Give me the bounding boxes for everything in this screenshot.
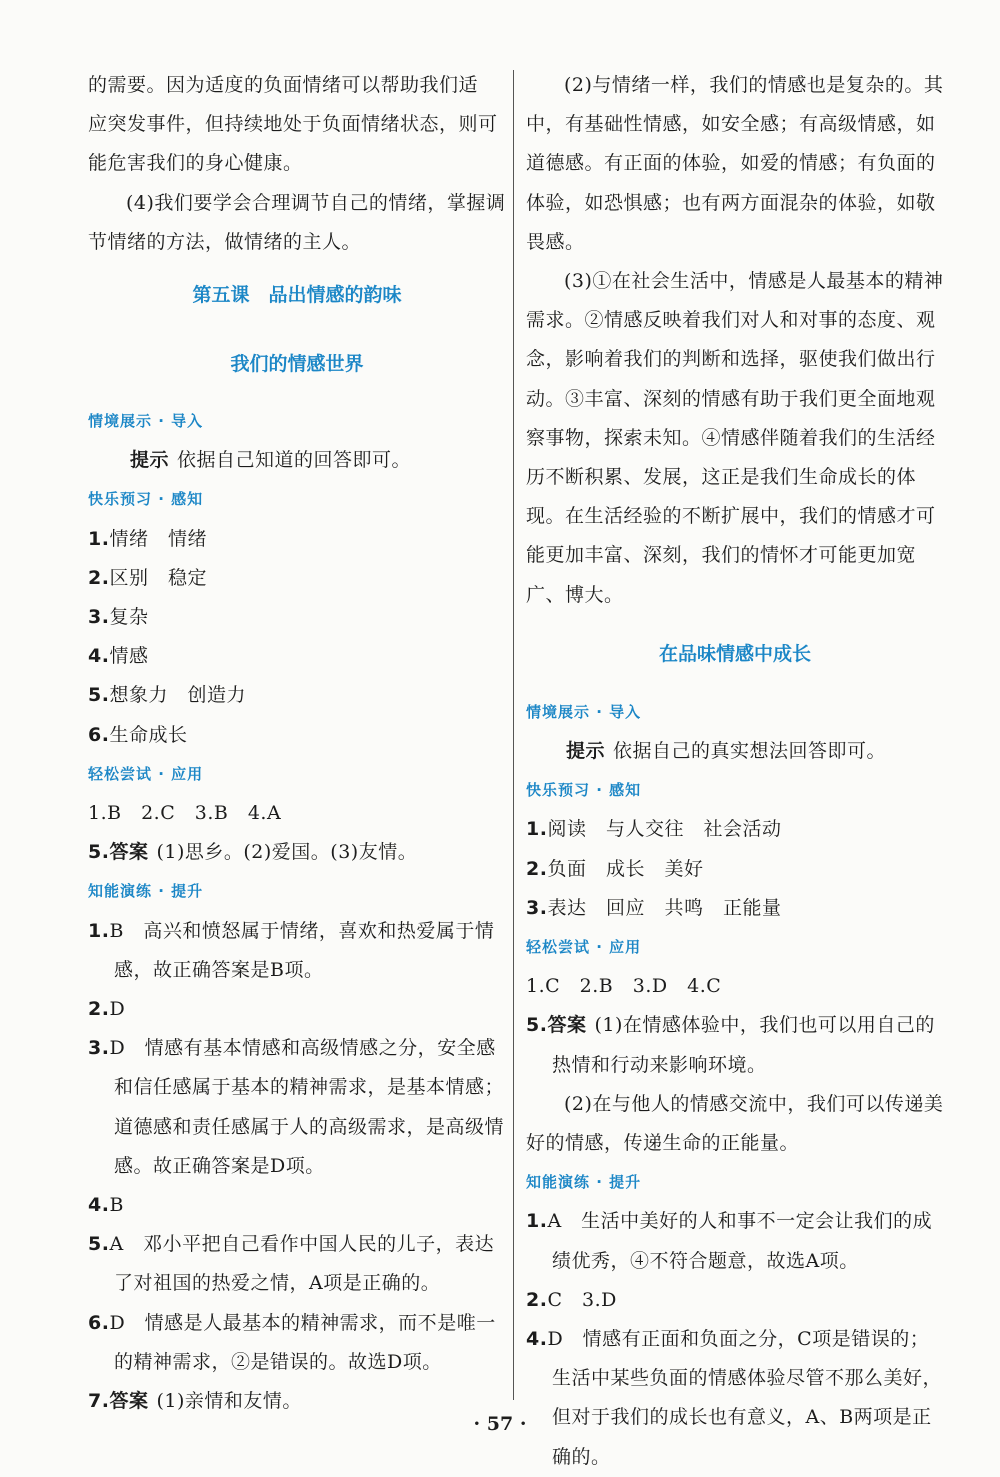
choice-answers: 1.B 2.C 3.B 4.A: [88, 802, 282, 824]
heading-situation-intro: 情境展示 · 导入: [526, 702, 642, 721]
item-number: 1.: [88, 919, 110, 942]
practice-item-6: [88, 1304, 506, 1382]
answer-5: [88, 833, 506, 872]
item-text: 情绪 情绪: [109, 527, 207, 550]
choice-answers: 1.C 2.B 3.D 4.C: [526, 975, 722, 998]
item-text: 负面 成长 美好: [547, 857, 704, 880]
item-number: 2.: [88, 998, 110, 1020]
item-number: 1.: [526, 1210, 548, 1233]
paragraph-4: (4)我们要学会合理调节自己的情绪，掌握调节情绪的方法，做情绪的主人。: [88, 191, 506, 253]
practice-item-4: [526, 1320, 944, 1477]
answer-label: 答案: [547, 1014, 587, 1037]
item-text: A 邓小平把自己看作中国人民的儿子，表达了对祖国的热爱之情，A项是正确的。: [109, 1233, 495, 1295]
practice-item-5: [88, 1225, 506, 1303]
answer-label: 答案: [109, 841, 149, 864]
item-text: D 情感有正面和负面之分，C项是错误的；生活中某些负面的情感体验尽管不那么美好，但对于我们的成长也有意义，A、B两项是正确的。: [547, 1328, 943, 1468]
preview-item-1: [88, 520, 506, 559]
item-text: D 情感是人最基本的精神需求，而不是唯一的精神需求，②是错误的。故选D项。: [109, 1311, 496, 1373]
item-number: 5.: [88, 841, 110, 864]
item-text: D 情感有基本情感和高级情感之分，安全感和信任感属于基本的精神需求，是基本情感；道德感和责任感属于人的高级需求，是高级情感。故正确答案是D项。: [109, 1037, 505, 1177]
practice-item-4: [88, 1186, 506, 1225]
heading-situation-intro: 情境展示 · 导入: [88, 412, 204, 431]
preview-item-4: [88, 637, 506, 676]
item-text: 阅读 与人交往 社会活动: [547, 818, 782, 841]
paragraph-3: (3)①在社会生活中，情感是人最基本的精神需求。②情感反映着我们对人和对事的态度、观念，影响着我们的判断和选择，驱使我们做出行动。③丰富、深刻的情感有助于我们更全面地观察事物，探索未知。④情感伴随着我们的生活经历不断积累、发展，这正是我们生命成长的体现。在生活经验的不断扩展中，我们的情感才可能更加丰富、深刻，我们的情怀才可能更加宽广、博大。: [526, 270, 944, 606]
item-number: 3.: [526, 896, 548, 919]
preview-item-3: [526, 889, 944, 928]
item-number: 4.: [88, 645, 110, 668]
practice-item-2: [526, 1281, 944, 1320]
preview-item-2: [526, 850, 944, 889]
preview-item-1: [526, 810, 944, 849]
item-text: 复杂: [109, 606, 149, 628]
continued-line-1: 的需要。因为适度的负面情绪可以帮助我们适: [88, 74, 479, 96]
continued-line-2: 应突发事件，但持续地处于负面情绪状态，则可: [88, 113, 498, 136]
continued-line-3: 能危害我们的身心健康。: [88, 152, 303, 175]
tip-text: 依据自己知道的回答即可。: [177, 449, 412, 472]
item-number: 1.: [526, 818, 548, 841]
item-text: 情感: [109, 645, 149, 668]
item-text: 想象力 创造力: [109, 684, 246, 707]
lesson-title-block: [88, 262, 506, 326]
item-text: C 3.D: [547, 1288, 617, 1311]
tip-label: 提示: [130, 449, 170, 472]
item-text: 区别 稳定: [109, 566, 207, 589]
item-text: D: [109, 998, 126, 1020]
item-number: 6.: [88, 723, 110, 746]
item-number: 3.: [88, 606, 110, 628]
answer-text: (1)亲情和友情。: [156, 1390, 302, 1413]
item-text: 表达 回应 共鸣 正能量: [547, 896, 782, 919]
item-text: B 高兴和愤怒属于情绪，喜欢和热爱属于情感，故正确答案是B项。: [109, 919, 495, 981]
practice-item-2: [88, 990, 506, 1029]
item-number: 2.: [526, 857, 548, 880]
item-number: 4.: [526, 1328, 548, 1351]
tip-text: 依据自己的真实想法回答即可。: [613, 740, 887, 763]
heading-try-apply: 轻松尝试 · 应用: [88, 764, 204, 783]
item-number: 5.: [88, 684, 110, 707]
answer-text: (1)在情感体验中，我们也可以用自己的热情和行动来影响环境。: [552, 1014, 935, 1076]
tip-label: 提示: [566, 740, 606, 763]
preview-item-3: [88, 598, 506, 637]
item-number: 2.: [88, 566, 110, 589]
item-number: 5.: [88, 1233, 110, 1256]
answer-label: 答案: [109, 1390, 149, 1413]
left-column: [88, 66, 506, 1421]
item-number: 2.: [526, 1288, 548, 1311]
preview-item-6: [88, 716, 506, 755]
item-number: 4.: [88, 1194, 110, 1217]
item-number: 7.: [88, 1390, 110, 1413]
paragraph-2: (2)与情绪一样，我们的情感也是复杂的。其中，有基础性情感，如安全感；有高级情感，如道德感。有正面的体验，如爱的情感；有负面的体验，如恐惧感；也有两方面混杂的体验，如敬畏感。: [526, 74, 944, 253]
practice-item-1: [88, 912, 506, 990]
heading-practice: 知能演练 · 提升: [526, 1173, 642, 1192]
item-number: 3.: [88, 1037, 110, 1060]
column-divider: [513, 70, 514, 1400]
practice-item-3: [88, 1029, 506, 1186]
item-number: 6.: [88, 1311, 110, 1334]
section-title-block: [526, 615, 944, 693]
answer-5-part-2: (2)在与他人的情感交流中，我们可以传递美好的情感，传递生命的正能量。: [526, 1092, 944, 1155]
tip-line: [88, 441, 506, 480]
item-number: 5.: [526, 1014, 548, 1037]
item-text: B: [109, 1194, 124, 1217]
lesson-title: 第五课 品出情感的韵味: [192, 284, 402, 307]
answer-text: (1)思乡。(2)爱国。(3)友情。: [156, 841, 418, 864]
practice-item-1: [526, 1202, 944, 1280]
answer-5: [526, 1006, 944, 1084]
heading-try-apply: 轻松尝试 · 应用: [526, 938, 642, 957]
tip-line: [526, 732, 944, 771]
heading-preview: 快乐预习 · 感知: [88, 490, 204, 509]
item-number: 1.: [88, 527, 110, 550]
item-text: 生命成长: [109, 723, 188, 746]
preview-item-2: [88, 559, 506, 598]
heading-practice: 知能演练 · 提升: [88, 882, 204, 901]
heading-preview: 快乐预习 · 感知: [526, 781, 642, 800]
right-column: [526, 66, 944, 1477]
item-text: A 生活中美好的人和事不一定会让我们的成绩优秀，④不符合题意，故选A项。: [547, 1210, 933, 1272]
preview-item-5: [88, 676, 506, 715]
section-title-block: [88, 326, 506, 402]
section-title: 在品味情感中成长: [658, 642, 811, 665]
page-number: · 57 ·: [473, 1413, 527, 1435]
section-title: 我们的情感世界: [230, 353, 364, 376]
